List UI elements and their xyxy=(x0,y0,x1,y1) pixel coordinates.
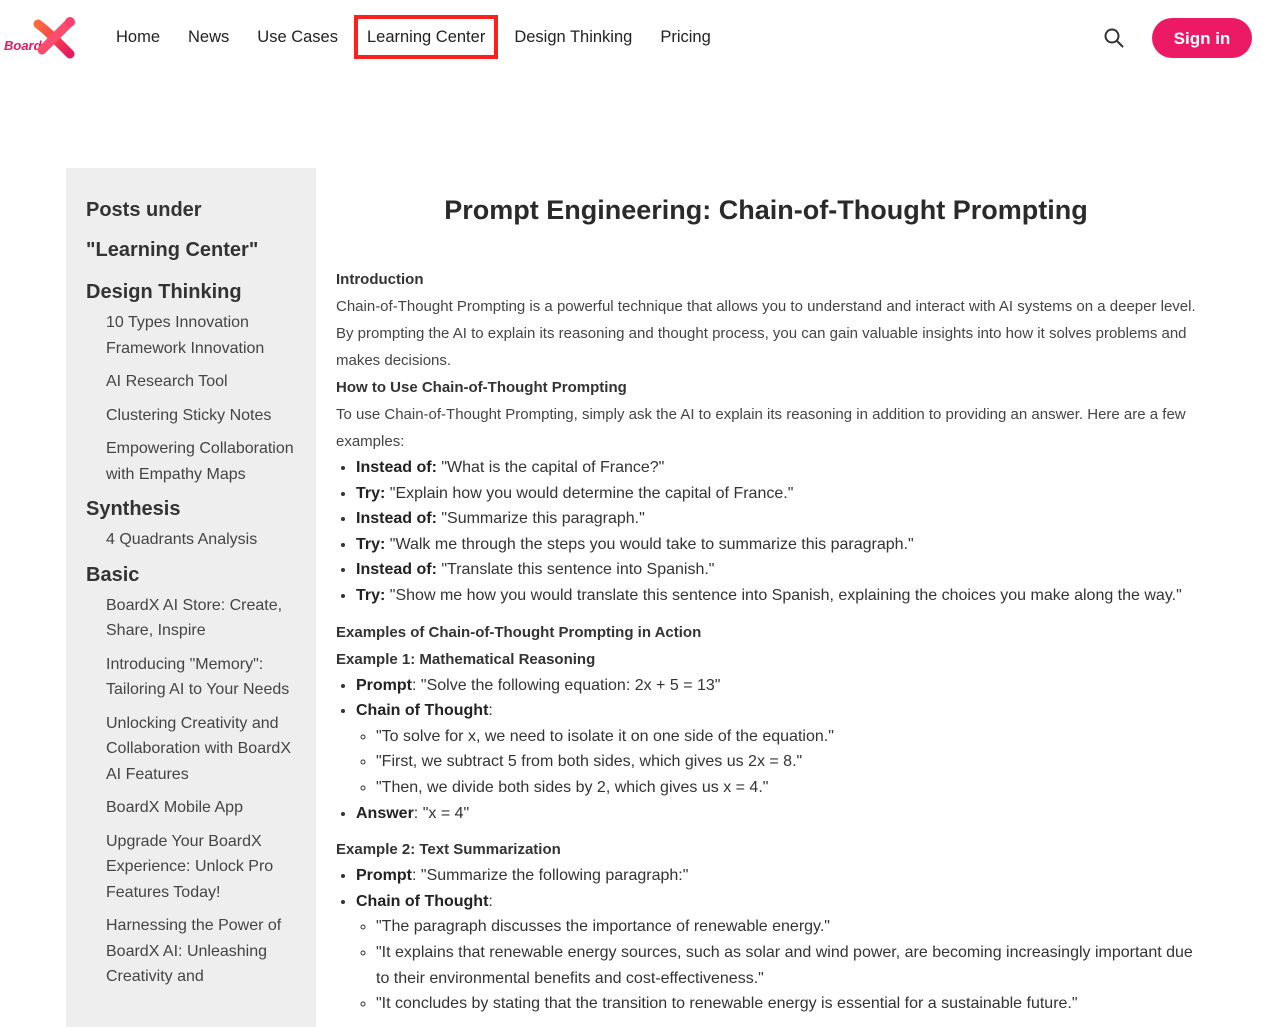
example-text: "Summarize this paragraph." xyxy=(436,510,645,528)
sidebar-item[interactable]: BoardX AI Store: Create, Share, Inspire xyxy=(106,596,283,639)
prompt-label: Prompt xyxy=(356,676,412,694)
prompt-label: Prompt xyxy=(356,867,412,885)
nav-learning-center[interactable]: Learning Center xyxy=(354,15,498,59)
article-body xyxy=(336,266,1196,1017)
example-label: Try: xyxy=(356,535,386,553)
list-item: ◦ "First, we subtract 5 from both sides, which gives us 2x = 8." xyxy=(376,749,1196,775)
sidebar-section-synthesis[interactable]: Synthesis xyxy=(86,498,181,520)
example-label: Instead of: xyxy=(356,459,437,476)
sidebar-item[interactable]: 10 Types Innovation Framework Innovation xyxy=(106,314,265,357)
example-text: "What is the capital of France?" xyxy=(436,459,665,476)
cot-suffix: : xyxy=(488,892,493,910)
examples-list xyxy=(336,455,1196,609)
cot-label: Chain of Thought xyxy=(356,702,489,720)
example-text: "Walk me through the steps you would take to summarize this paragraph." xyxy=(385,535,914,553)
sign-in-button[interactable]: Sign in xyxy=(1152,18,1252,58)
main-nav xyxy=(104,15,727,59)
cot-suffix: : xyxy=(488,702,493,720)
article-title: Prompt Engineering: Chain-of-Thought Prompting xyxy=(444,195,1088,225)
sidebar-item[interactable]: Clustering Sticky Notes xyxy=(106,406,272,424)
howto-text: To use Chain-of-Thought Prompting, simply ask the AI to explain its reasoning in addition to providing an answer. Here are a few examples: xyxy=(336,406,1186,450)
cot-steps xyxy=(356,724,1196,801)
list-item xyxy=(356,889,1196,1017)
nav-home[interactable]: Home xyxy=(116,28,161,46)
sidebar-section-basic[interactable]: Basic xyxy=(86,563,140,586)
nav-news[interactable]: News xyxy=(188,28,230,46)
example-text: "Explain how you would determine the capital of France." xyxy=(385,484,794,502)
example-text: "Show me how you would translate this sentence into Spanish, explaining the choices you make along the way." xyxy=(385,586,1182,604)
list-item: ◦ "It concludes by stating that the transition to renewable energy is essential for a sustainable future." xyxy=(376,991,1196,1017)
list-item xyxy=(356,532,1196,558)
site-header xyxy=(0,0,1282,76)
article xyxy=(336,168,1196,1027)
cot-label: Chain of Thought xyxy=(356,892,489,910)
example1-list xyxy=(336,673,1196,827)
example-label: Instead of: xyxy=(356,561,437,579)
logo[interactable] xyxy=(4,16,76,60)
sidebar-item[interactable]: Harnessing the Power of BoardX AI: Unleashing Creativity and xyxy=(106,917,282,985)
list-item xyxy=(356,801,1196,827)
answer-label: Answer xyxy=(356,804,414,822)
sidebar xyxy=(66,168,316,1027)
nav-pricing[interactable]: Pricing xyxy=(660,28,711,46)
example-text: "Translate this sentence into Spanish." xyxy=(436,561,715,579)
nav-use-cases[interactable]: Use Cases xyxy=(257,28,338,46)
logo-text: Board xyxy=(4,38,42,53)
list-item xyxy=(356,673,1196,699)
example1-heading: Example 1: Mathematical Reasoning xyxy=(336,650,596,668)
example2-heading: Example 2: Text Summarization xyxy=(336,841,561,859)
list-item xyxy=(356,481,1196,507)
list-item xyxy=(356,557,1196,583)
sidebar-section-design-thinking[interactable]: Design Thinking xyxy=(86,281,242,303)
answer-text: : "x = 4" xyxy=(413,804,470,822)
cot-steps xyxy=(356,914,1196,1016)
list-item: ◦ "To solve for x, we need to isolate it on one side of the equation." xyxy=(376,724,1196,750)
intro-heading: Introduction xyxy=(336,271,424,288)
sidebar-item[interactable]: Introducing "Memory": Tailoring AI to Your Needs xyxy=(106,655,290,698)
example-label: Try: xyxy=(356,484,386,502)
nav-design-thinking[interactable]: Design Thinking xyxy=(514,28,633,46)
sidebar-item[interactable]: Unlocking Creativity and Collaboration with BoardX AI Features xyxy=(106,714,291,783)
list-item xyxy=(356,583,1196,609)
sidebar-item[interactable]: AI Research Tool xyxy=(106,373,228,390)
intro-text: Chain-of-Thought Prompting is a powerful technique that allows you to understand and interact with AI systems on a deeper level. By prompting the AI to explain its reasoning and thought process, you can gain valuable insights into how it solves problems and makes decisions. xyxy=(336,298,1196,369)
list-item xyxy=(356,455,1196,481)
prompt-text: : "Summarize the following paragraph:" xyxy=(412,867,689,885)
list-item: ◦ "It explains that renewable energy sources, such as solar and wind power, are becoming increasingly important due to their environmental benefits and cost-effectiveness." xyxy=(376,940,1196,991)
search-icon[interactable] xyxy=(1103,27,1125,49)
prompt-text: : "Solve the following equation: 2x + 5 = 13" xyxy=(412,676,721,694)
example2-list xyxy=(336,863,1196,1017)
list-item: ◦ "The paragraph discusses the importance of renewable energy." xyxy=(376,914,1196,940)
example-label: Instead of: xyxy=(356,510,437,528)
sidebar-title: Posts under "Learning Center" xyxy=(86,199,259,261)
sidebar-item[interactable]: Empowering Collaboration with Empathy Maps xyxy=(106,440,294,483)
sidebar-item[interactable]: Upgrade Your BoardX Experience: Unlock Pro Features Today! xyxy=(106,832,274,901)
example-label: Try: xyxy=(356,586,386,604)
sidebar-item[interactable]: BoardX Mobile App xyxy=(106,799,243,816)
logo-x-icon xyxy=(30,16,76,60)
list-item: ◦ "Then, we divide both sides by 2, which gives us x = 4." xyxy=(376,775,1196,801)
sidebar-item[interactable]: 4 Quadrants Analysis xyxy=(106,531,258,548)
action-heading: Examples of Chain-of-Thought Prompting in Action xyxy=(336,623,702,641)
list-item xyxy=(356,698,1196,800)
list-item xyxy=(356,506,1196,532)
howto-heading: How to Use Chain-of-Thought Prompting xyxy=(336,379,627,396)
list-item xyxy=(356,863,1196,889)
